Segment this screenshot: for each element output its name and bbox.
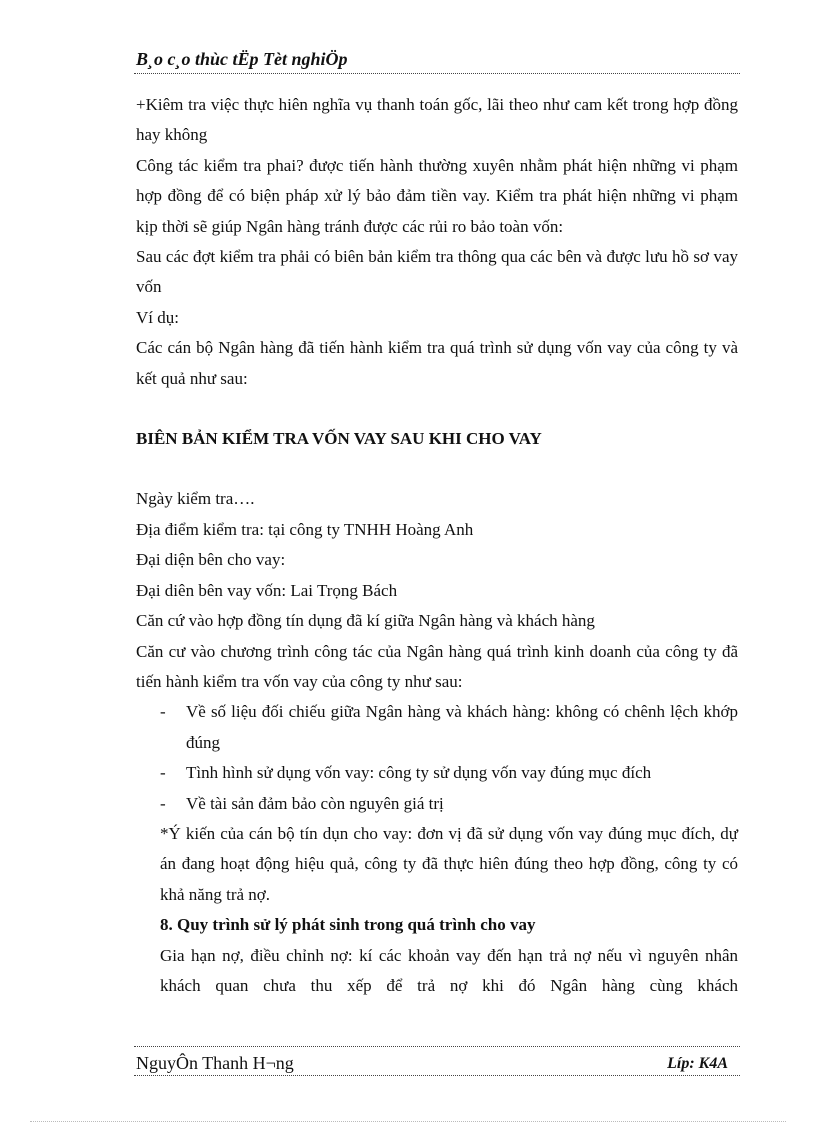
section-heading: 8. Quy trình sử lý phát sinh trong quá trình cho vay <box>160 915 536 935</box>
page-bottom-rule <box>30 1121 786 1122</box>
header-rule <box>134 73 740 74</box>
list-item <box>136 758 738 788</box>
report-line: Đại diên bên vay vốn: Lai Trọng Bách <box>136 580 398 600</box>
report-line: Ngày kiểm tra…. <box>136 489 255 509</box>
list-item <box>136 697 738 758</box>
section-paragraph: Gia hạn nợ, điều chỉnh nợ: kí các khoản vay đến hạn trả nợ nếu vì nguyên nhân khách quan chưa thu xếp để trả nợ khi đó Ngân hàng cùng khách <box>160 945 738 995</box>
header-title: B¸o c¸o thùc tËp Tèt nghiÖp <box>136 49 348 69</box>
list-item <box>136 789 738 819</box>
bullet-marker: - <box>160 793 166 813</box>
list-item-text: Về số liệu đối chiếu giữa Ngân hàng và khách hàng: không có chênh lệch khớp đúng <box>186 702 738 752</box>
list-item-text: Về tài sản đảm bảo còn nguyên giá trị <box>186 793 444 813</box>
paragraph: Công tác kiểm tra phai? được tiến hành thường xuyên nhằm phát hiện những vi phạm hợp đồng để có biện pháp xử lý bảo đảm tiền vay. Kiểm tra phát hiện những vi phạm kịp thời sẽ giúp Ngân hàng tránh được các rủi ro bảo toàn vốn: <box>136 155 738 236</box>
paragraph: +Kiêm tra việc thực hiên nghĩa vụ thanh toán gốc, lãi theo như cam kết trong hợp đồng hay không <box>136 95 738 145</box>
paragraph: Các cán bộ Ngân hàng đã tiến hành kiểm tra quá trình sử dụng vốn vay của công ty và kết quả như sau: <box>136 338 738 388</box>
report-line: Địa điểm kiểm tra: tại công ty TNHH Hoàng Anh <box>136 519 474 539</box>
findings-list <box>136 697 738 819</box>
footer-class-label: Líp: K4A <box>667 1055 728 1072</box>
report-line: Căn cứ vào hợp đồng tín dụng đã kí giữa Ngân hàng và khách hàng <box>136 611 595 631</box>
paragraph: Ví dụ: <box>136 307 179 327</box>
bullet-marker: - <box>160 763 166 783</box>
report-title: BIÊN BẢN KIỂM TRA VỐN VAY SAU KHI CHO VAY <box>136 429 542 449</box>
list-item-text: Tình hình sử dụng vốn vay: công ty sử dụng vốn vay đúng mục đích <box>186 763 652 783</box>
report-line: Đại diện bên cho vay: <box>136 550 286 570</box>
footer-bottom-rule <box>134 1075 740 1076</box>
paragraph: Sau các đợt kiểm tra phải có biên bản kiểm tra thông qua các bên và được lưu hồ sơ vay vốn <box>136 247 738 297</box>
body-text <box>136 90 738 1001</box>
footer-rule <box>134 1046 740 1047</box>
report-line: Căn cư vào chương trình công tác của Ngân hàng quá trình kinh doanh của công ty đã tiến hành kiểm tra vốn vay của công ty như sau: <box>136 641 738 691</box>
footer-author: NguyÔn Thanh H¬ng <box>136 1053 294 1073</box>
opinion-paragraph: *Ý kiến của cán bộ tín dụn cho vay: đơn vị đã sử dụng vốn vay đúng mục đích, dự án đang hoạt động hiệu quả, công ty đã thực hiên đúng theo hợp đồng, công ty có khả năng trả nợ. <box>160 823 738 904</box>
bullet-marker: - <box>160 702 166 722</box>
